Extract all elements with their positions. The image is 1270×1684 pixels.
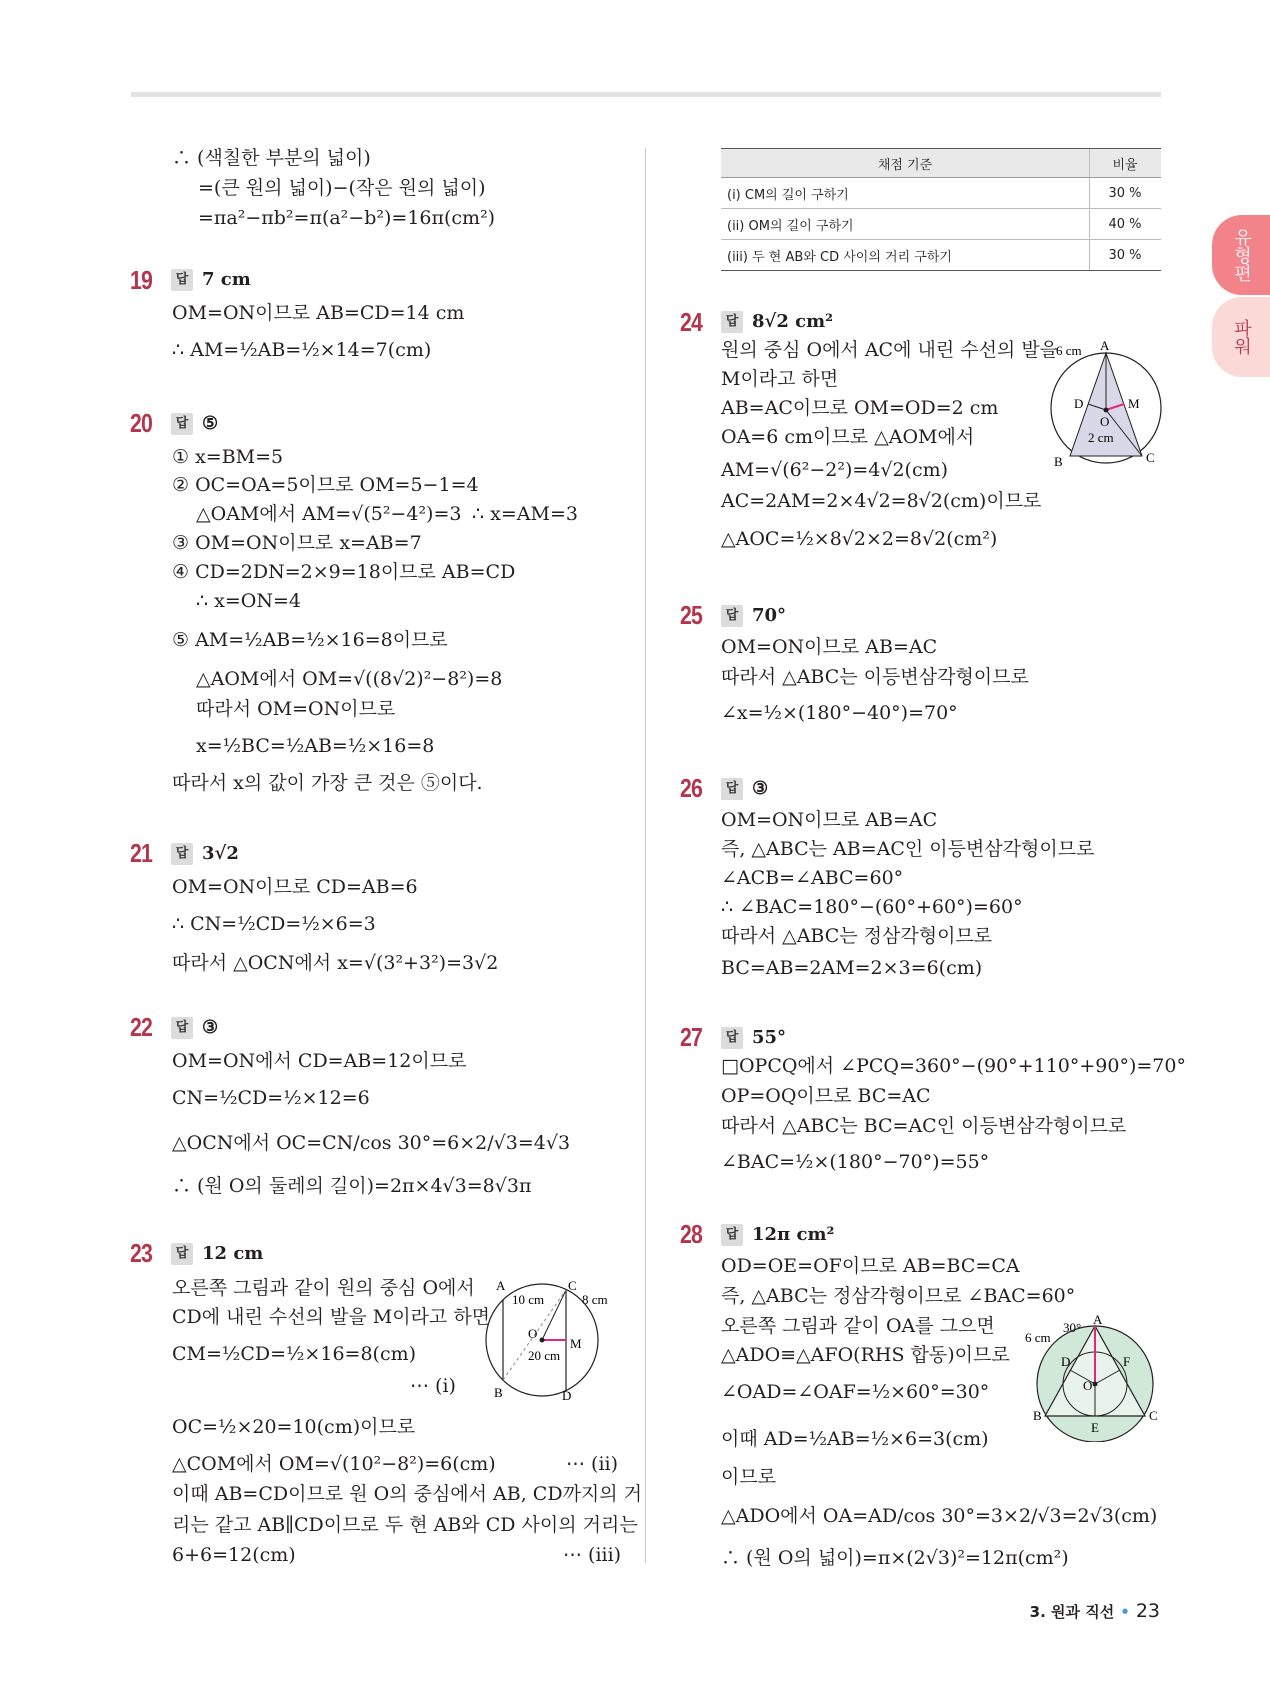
problem-number: 19 bbox=[130, 265, 153, 295]
solution-line: 따라서 x의 값이 가장 큰 것은 ⑤이다. bbox=[172, 772, 483, 794]
answer-badge: 답 bbox=[721, 1027, 743, 1049]
fig23-label: 20 cm bbox=[528, 1348, 561, 1363]
solution-line: ② OC=OA=5이므로 OM=5−1=4 bbox=[172, 474, 479, 496]
table-cell: 30 % bbox=[1090, 178, 1162, 209]
solution-line: OM=ON이므로 AB=AC bbox=[721, 809, 938, 831]
fig23-label: 10 cm bbox=[512, 1292, 545, 1307]
solution-line: CD에 내린 수선의 발을 M이라고 하면 bbox=[172, 1306, 491, 1328]
solution-line: △OAM에서 AM=√(5²−4²)=3 bbox=[196, 503, 462, 525]
answer-badge: 답 bbox=[171, 269, 193, 291]
fig24-label: M bbox=[1128, 396, 1140, 411]
fig24-label: B bbox=[1054, 454, 1063, 468]
solution-line: x=½BC=½AB=½×16=8 bbox=[196, 735, 435, 757]
fig28-label: D bbox=[1061, 1354, 1071, 1369]
solution-line: BC=AB=2AM=2×3=6(cm) bbox=[721, 957, 983, 979]
answer-badge: 답 bbox=[721, 1224, 743, 1246]
problem-number: 20 bbox=[130, 408, 153, 438]
solution-line: ∴ AM=½AB=½×14=7(cm) bbox=[172, 339, 432, 361]
fig24-label: C bbox=[1146, 450, 1155, 465]
fig24-label: D bbox=[1074, 396, 1084, 411]
figure-24 bbox=[1050, 338, 1175, 468]
problem-number: 25 bbox=[680, 600, 703, 630]
solution-line: ∠BAC=½×(180°−70°)=55° bbox=[721, 1151, 990, 1173]
solution-line: CM=½CD=½×16=8(cm) bbox=[172, 1343, 417, 1365]
solution-line: ∴ CN=½CD=½×6=3 bbox=[172, 913, 376, 935]
table-cell: 40 % bbox=[1090, 209, 1162, 240]
solution-line: △AOM에서 OM=√((8√2)²−8²)=8 bbox=[196, 668, 503, 690]
answer-badge: 답 bbox=[721, 605, 743, 627]
table-header: 채점 기준 bbox=[721, 149, 1090, 178]
fig28-label: C bbox=[1149, 1408, 1158, 1423]
solution-line: OM=ON이므로 CD=AB=6 bbox=[172, 876, 418, 898]
solution-line: 오른쪽 그림과 같이 OA를 그으면 bbox=[721, 1315, 995, 1337]
step-marker: ⋯ (i) bbox=[410, 1375, 456, 1397]
table-row bbox=[721, 209, 1161, 240]
solution-line: ∴ ∠BAC=180°−(60°+60°)=60° bbox=[721, 896, 1023, 918]
table-row bbox=[721, 178, 1161, 209]
table-row bbox=[721, 240, 1161, 271]
table-header: 비율 bbox=[1090, 149, 1162, 178]
answer-text: 3√2 bbox=[202, 843, 239, 864]
figure-23 bbox=[470, 1270, 620, 1405]
top-rule bbox=[131, 92, 1161, 97]
table-cell: 30 % bbox=[1090, 240, 1162, 271]
answer-text: 7 cm bbox=[202, 269, 251, 290]
answer-badge: 답 bbox=[721, 311, 743, 333]
solution-line: 즉, △ABC는 정삼각형이므로 ∠BAC=60° bbox=[721, 1285, 1076, 1307]
answer-text: 70° bbox=[752, 605, 787, 626]
solution-line: 따라서 △OCN에서 x=√(3²+3²)=3√2 bbox=[172, 952, 499, 974]
fig23-label: C bbox=[568, 1278, 577, 1293]
solution-line: OM=ON이므로 AB=AC bbox=[721, 636, 938, 658]
answer-text: 8√2 cm² bbox=[752, 311, 834, 332]
solution-line: OD=OE=OF이므로 AB=BC=CA bbox=[721, 1255, 1020, 1277]
fig24-label: O bbox=[1100, 414, 1110, 429]
answer-text: ⑤ bbox=[202, 413, 219, 434]
solution-line: AB=AC이므로 OM=OD=2 cm bbox=[721, 397, 999, 419]
solution-line: M이라고 하면 bbox=[721, 368, 839, 390]
problem-number: 23 bbox=[130, 1238, 153, 1268]
problem-number: 28 bbox=[680, 1219, 703, 1249]
answer-badge: 답 bbox=[171, 1017, 193, 1039]
solution-line: △COM에서 OM=√(10²−8²)=6(cm) bbox=[172, 1453, 496, 1475]
problem-number: 26 bbox=[680, 773, 703, 803]
answer-badge: 답 bbox=[171, 413, 193, 435]
solution-line: 이므로 bbox=[721, 1466, 777, 1488]
figure-28 bbox=[1025, 1312, 1165, 1442]
solution-line: OM=ON이므로 AB=CD=14 cm bbox=[172, 302, 465, 324]
intro-line: ∴ (색칠한 부분의 넓이) bbox=[172, 147, 371, 169]
fig23-label: O bbox=[528, 1326, 538, 1341]
solution-line: 리는 같고 AB∥CD이므로 두 현 AB와 CD 사이의 거리는 bbox=[172, 1514, 638, 1536]
solution-line: 이때 AB=CD이므로 원 O의 중심에서 AB, CD까지의 거 bbox=[172, 1483, 643, 1505]
solution-line: OA=6 cm이므로 △AOM에서 bbox=[721, 426, 975, 448]
solution-line: 6+6=12(cm) bbox=[172, 1544, 296, 1566]
solution-line: ⑤ AM=½AB=½×16=8이므로 bbox=[172, 629, 448, 651]
solution-line: OP=OQ이므로 BC=AC bbox=[721, 1085, 931, 1107]
answer-text: ③ bbox=[752, 778, 769, 799]
fig24-label: 6 cm bbox=[1056, 343, 1082, 358]
solution-line: ∴ (원 O의 넓이)=π×(2√3)²=12π(cm²) bbox=[721, 1547, 1069, 1569]
solution-line: AC=2AM=2×4√2=8√2(cm)이므로 bbox=[721, 490, 1042, 512]
footer-chapter: 3. 원과 직선 bbox=[1029, 1603, 1115, 1621]
step-marker: ⋯ (iii) bbox=[563, 1544, 622, 1566]
solution-line: ∠x=½×(180°−40°)=70° bbox=[721, 702, 958, 724]
solution-line: △AOC=½×8√2×2=8√2(cm²) bbox=[721, 528, 998, 550]
side-tab-type[interactable]: 유형편 bbox=[1212, 215, 1270, 295]
solution-line: △OCN에서 OC=CN/cos 30°=6×2/√3=4√3 bbox=[172, 1132, 571, 1154]
table-cell: (ii) OM의 길이 구하기 bbox=[721, 209, 1090, 240]
footer-page-number: 23 bbox=[1135, 1600, 1160, 1622]
answer-badge: 답 bbox=[171, 843, 193, 865]
solution-line: OM=ON에서 CD=AB=12이므로 bbox=[172, 1050, 467, 1072]
fig24-label: A bbox=[1100, 338, 1110, 353]
grading-table bbox=[721, 148, 1161, 271]
step-marker: ⋯ (ii) bbox=[566, 1453, 619, 1475]
solution-line: 오른쪽 그림과 같이 원의 중심 O에서 bbox=[172, 1277, 475, 1299]
fig28-label: B bbox=[1033, 1408, 1042, 1423]
answer-badge: 답 bbox=[171, 1243, 193, 1265]
solution-line: AM=√(6²−2²)=4√2(cm) bbox=[721, 459, 949, 481]
answer-text: 12 cm bbox=[202, 1243, 264, 1264]
solution-line: ∠OAD=∠OAF=½×60°=30° bbox=[721, 1381, 990, 1403]
intro-line: =πa²−πb²=π(a²−b²)=16π(cm²) bbox=[198, 207, 496, 229]
solution-line: ∴ x=AM=3 bbox=[472, 503, 578, 525]
answer-text: 55° bbox=[752, 1027, 787, 1048]
solution-line: △ADO에서 OA=AD/cos 30°=3×2/√3=2√3(cm) bbox=[721, 1505, 1158, 1527]
solution-line: 이때 AD=½AB=½×6=3(cm) bbox=[721, 1428, 989, 1450]
fig23-label: D bbox=[562, 1388, 572, 1403]
answer-text: ③ bbox=[202, 1017, 219, 1038]
table-cell: (i) CM의 길이 구하기 bbox=[721, 178, 1090, 209]
solution-line: ∴ (원 O의 둘레의 길이)=2π×4√3=8√3π bbox=[172, 1175, 532, 1197]
solution-line: 따라서 OM=ON이므로 bbox=[196, 698, 396, 720]
fig28-label: F bbox=[1123, 1354, 1131, 1369]
solution-line: ③ OM=ON이므로 x=AB=7 bbox=[172, 532, 422, 554]
solution-line: OC=½×20=10(cm)이므로 bbox=[172, 1416, 416, 1438]
solution-line: 원의 중심 O에서 AC에 내린 수선의 발을 bbox=[721, 339, 1059, 361]
solution-line: 따라서 △ABC는 BC=AC인 이등변삼각형이므로 bbox=[721, 1115, 1127, 1137]
fig28-label: 6 cm bbox=[1025, 1330, 1051, 1345]
problem-number: 27 bbox=[680, 1022, 703, 1052]
fig28-label: E bbox=[1091, 1420, 1099, 1435]
problem-number: 22 bbox=[130, 1012, 153, 1042]
fig28-label: O bbox=[1083, 1378, 1093, 1393]
solution-line: ∠ACB=∠ABC=60° bbox=[721, 867, 904, 889]
fig23-label: A bbox=[496, 1278, 506, 1293]
answer-badge: 답 bbox=[721, 778, 743, 800]
fig24-label: 2 cm bbox=[1088, 430, 1114, 445]
solution-line: △ADO≡△AFO(RHS 합동)이므로 bbox=[721, 1344, 1010, 1366]
solution-line: 즉, △ABC는 AB=AC인 이등변삼각형이므로 bbox=[721, 838, 1095, 860]
intro-line: =(큰 원의 넓이)−(작은 원의 넓이) bbox=[198, 177, 486, 199]
problem-number: 21 bbox=[130, 838, 153, 868]
solution-line: ④ CD=2DN=2×9=18이므로 AB=CD bbox=[172, 561, 516, 583]
solution-line: 따라서 △ABC는 이등변삼각형이므로 bbox=[721, 666, 1029, 688]
solution-line: 따라서 △ABC는 정삼각형이므로 bbox=[721, 925, 993, 947]
footer-dot-icon: • bbox=[1120, 1603, 1130, 1621]
column-divider bbox=[645, 148, 646, 1563]
page-footer bbox=[1030, 1600, 1160, 1622]
fig28-label: A bbox=[1093, 1312, 1103, 1327]
table-cell: (iii) 두 현 AB와 CD 사이의 거리 구하기 bbox=[721, 240, 1090, 271]
fig23-label: B bbox=[494, 1385, 503, 1400]
solution-line: ∴ x=ON=4 bbox=[196, 590, 301, 612]
fig23-label: 8 cm bbox=[582, 1292, 608, 1307]
answer-text: 12π cm² bbox=[752, 1224, 835, 1245]
solution-line: ① x=BM=5 bbox=[172, 446, 284, 468]
problem-number: 24 bbox=[680, 307, 703, 337]
fig28-label: 30° bbox=[1063, 1320, 1082, 1335]
solution-line: □OPCQ에서 ∠PCQ=360°−(90°+110°+90°)=70° bbox=[721, 1055, 1186, 1077]
side-tab-power[interactable]: 파워 bbox=[1212, 297, 1270, 377]
fig23-label: M bbox=[570, 1336, 582, 1351]
solution-line: CN=½CD=½×12=6 bbox=[172, 1087, 370, 1109]
